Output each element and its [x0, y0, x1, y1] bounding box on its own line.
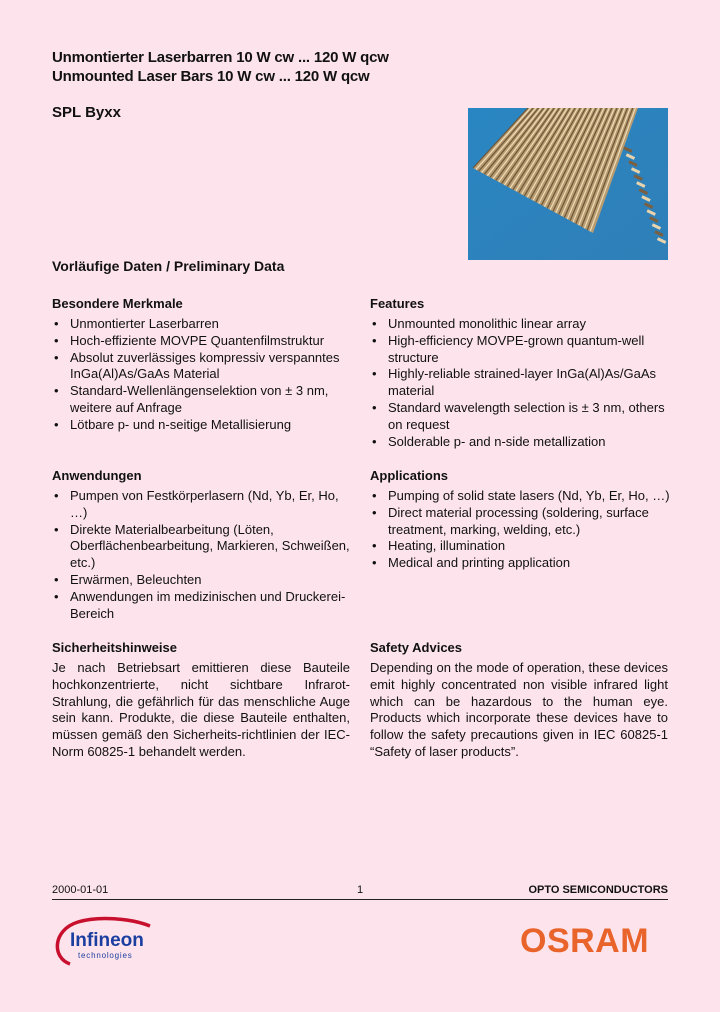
laser-bar-photo [468, 108, 668, 260]
features-de-list [52, 316, 352, 434]
list-item: • Hoch-effiziente MOVPE Quantenfilmstruktur [52, 333, 352, 350]
list-item: • Anwendungen im medizinischen und Druckerei-Bereich [52, 589, 352, 623]
list-item: • Heating, illumination [370, 538, 670, 555]
list-item: • Absolut zuverlässiges kompressiv verspanntes InGa(Al)As/GaAs Material [52, 350, 352, 384]
infineon-logo-text: Infineon [70, 930, 144, 951]
preliminary-data-heading: Vorläufige Daten / Preliminary Data [52, 258, 285, 274]
safety-en-text: Depending on the mode of operation, these devices emit highly concentrated non visible infrared light which can be hazardous to the human eye. Products which incorporate these devices have to follow the safety precautions given in IEC 60825-1 “Safety of laser products”. [370, 660, 668, 759]
safety-de-section [52, 640, 350, 761]
list-item: • Unmounted monolithic linear array [370, 316, 670, 333]
title-english: Unmounted Laser Bars 10 W cw ... 120 W qcw [52, 68, 370, 85]
list-item: • Direct material processing (soldering, surface treatment, marking, welding, etc.) [370, 505, 670, 539]
infineon-logo [50, 912, 160, 974]
list-item: • Standard-Wellenlängenselektion von ± 3 nm, weitere auf Anfrage [52, 383, 352, 417]
list-item: • Unmontierter Laserbarren [52, 316, 352, 333]
list-item: • Highly-reliable strained-layer InGa(Al)As/GaAs material [370, 366, 670, 400]
features-en-heading: Features [370, 296, 425, 311]
list-item: • Direkte Materialbearbeitung (Löten, Oberflächenbearbeitung, Markieren, Schweißen, etc.) [52, 522, 352, 572]
list-item: • Solderable p- and n-side metallization [370, 434, 670, 451]
infineon-logo-subtext: technologies [78, 951, 133, 960]
safety-de-heading: Sicherheitshinweise [52, 640, 177, 655]
applications-de-section [52, 468, 352, 622]
features-de-heading: Besondere Merkmale [52, 296, 183, 311]
list-item: • Erwärmen, Beleuchten [52, 572, 352, 589]
applications-en-heading: Applications [370, 468, 449, 483]
applications-de-heading: Anwendungen [52, 468, 142, 483]
title-german: Unmontierter Laserbarren 10 W cw ... 120 W qcw [52, 49, 389, 66]
footer-divider [52, 899, 668, 900]
list-item: • Standard wavelength selection is ± 3 nm, others on request [370, 400, 670, 434]
list-item: • Medical and printing application [370, 555, 670, 572]
features-en-list [370, 316, 670, 450]
product-name: SPL Byxx [52, 104, 121, 121]
division-name: OPTO SEMICONDUCTORS [528, 884, 668, 896]
features-de-section [52, 296, 352, 434]
footer-date: 2000-01-01 [52, 884, 109, 896]
safety-de-text: Je nach Betriebsart emittieren diese Bauteile hochkonzentrierte, nicht sichtbare Infrarot-Strahlung, die gefährlich für das menschliche Auge sein kann. Produkte, die diese Bauteile enthalten, müssen gemäß den Sicherheits-richtlinien der IEC-Norm 60825-1 behandelt werden. [52, 660, 350, 759]
page-number: 1 [357, 884, 364, 896]
applications-de-list [52, 488, 352, 622]
safety-en-heading: Safety Advices [370, 640, 463, 655]
document-title [52, 48, 389, 86]
features-en-section [370, 296, 670, 450]
list-item: • Lötbare p- und n-seitige Metallisierung [52, 417, 352, 434]
osram-logo: OSRAM [520, 922, 650, 960]
safety-en-section [370, 640, 668, 761]
list-item: • Pumpen von Festkörperlasern (Nd, Yb, Er, Ho, …) [52, 488, 352, 522]
applications-en-list [370, 488, 670, 572]
applications-en-section [370, 468, 670, 572]
list-item: • High-efficiency MOVPE-grown quantum-well structure [370, 333, 670, 367]
list-item: • Pumping of solid state lasers (Nd, Yb, Er, Ho, …) [370, 488, 670, 505]
